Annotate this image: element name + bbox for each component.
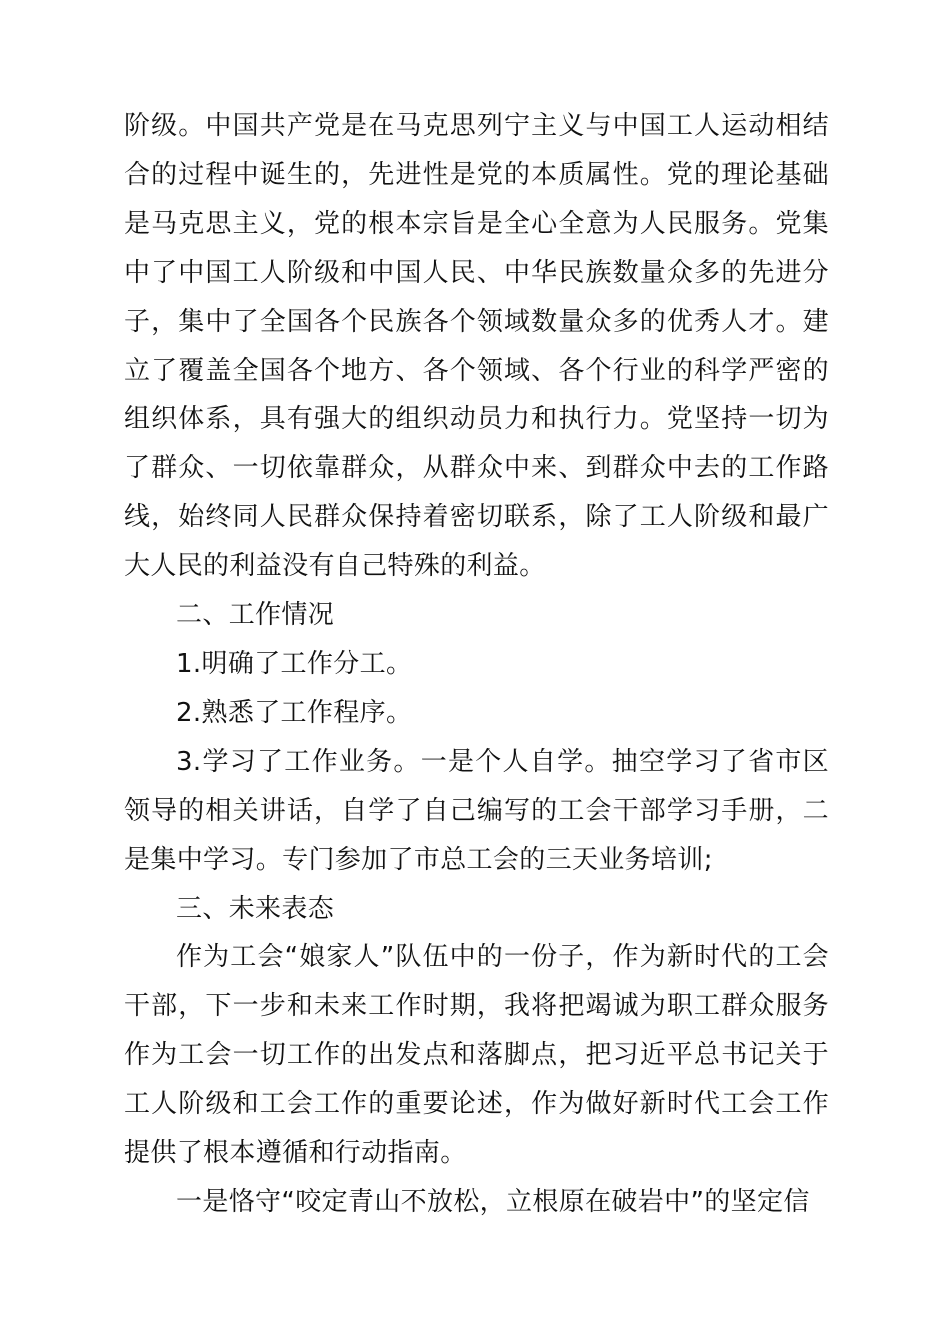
heading-future-commitment: 三、未来表态 (176, 893, 335, 924)
list-item-division-of-labor: 1.明确了工作分工。 (176, 648, 413, 679)
paragraph-party-nature: 阶级。中国共产党是在马克思列宁主义与中国工人运动相结合的过程中诞生的，先进性是党的本质属性。党的理论基础是马克思主义，党的根本宗旨是全心全意为人民服务。党集中了中国工人阶级和中国人民、中华民族数量众多的先进分子，集中了全国各个民族各个领域数量众多的优秀人才。建立了覆盖全国各个地方、各个领域、各个行业的科学严密的组织体系，具有强大的组织动员力和执行力。党坚持一切为了群众、一切依靠群众，从群众中来、到群众中去的工作路线，始终同人民群众保持着密切联系，除了工人阶级和最广大人民的利益没有自己特殊的利益。 (124, 111, 829, 582)
paragraph-firm-belief: 一是恪守“咬定青山不放松，立根原在破岩中”的坚定信 (176, 1186, 810, 1217)
heading-work-situation: 二、工作情况 (176, 600, 335, 631)
list-item-work-study: 3.学习了工作业务。一是个人自学。抽空学习了省市区领导的相关讲话，自学了自己编写的工会干部学习手册，二是集中学习。专门参加了市总工会的三天业务培训; (124, 746, 829, 875)
list-item-work-procedures: 2.熟悉了工作程序。 (176, 697, 413, 728)
document-body (124, 102, 829, 1227)
paragraph-union-cadre: 作为工会“娘家人”队伍中的一份子，作为新时代的工会干部，下一步和未来工作时期，我将把竭诚为职工群众服务作为工会一切工作的出发点和落脚点，把习近平总书记关于工人阶级和工会工作的重要论述，作为做好新时代工会工作提供了根本遵循和行动指南。 (124, 942, 829, 1169)
